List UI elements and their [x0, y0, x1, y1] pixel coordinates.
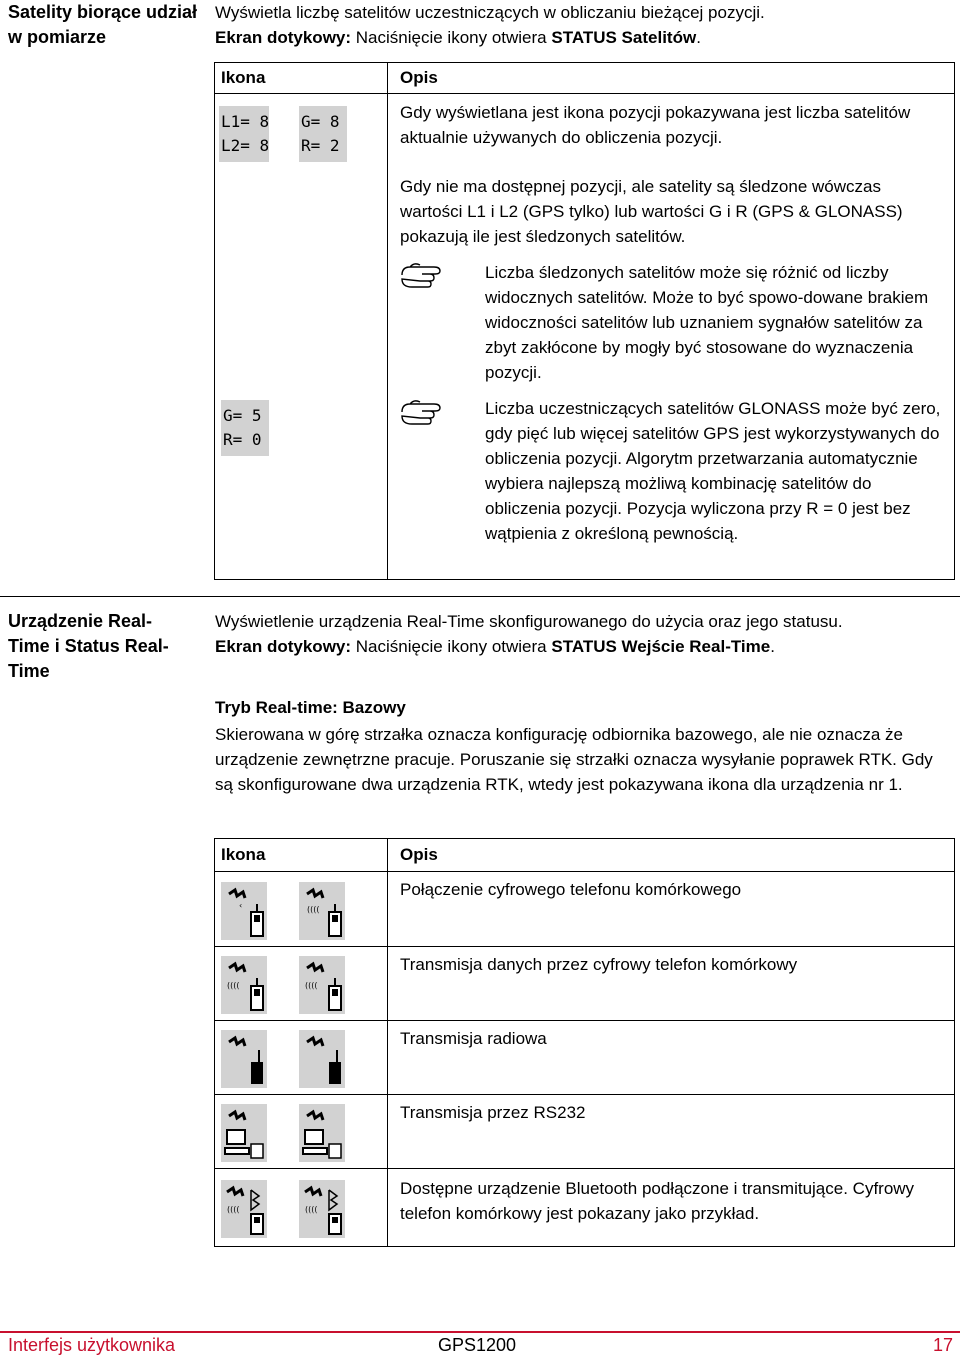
footer-product-name: GPS1200	[438, 1335, 517, 1355]
row-desc: Transmisja radiowa	[400, 1029, 547, 1048]
rs232-computer-icon	[221, 1104, 267, 1162]
satellite-count-l1-l2-icon: L1= 8 L2= 8	[219, 106, 269, 162]
desc-tracked-satellites: Gdy nie ma dostępnej pozycji, ale satelity są śledzone wówczas wartości L1 i L2 (GPS tylko) lub wartości G i R (GPS & GLONASS) pokazują ile jest śledzonych satelitów.	[400, 177, 903, 246]
satellite-count-g-r-icon: G= 8 R= 2	[299, 106, 347, 162]
note-glonass-zero: Liczba uczestniczących satelitów GLONASS może być zero, gdy pięć lub więcej satelitów GPS jest wykorzystywanych do obliczenia pozycji. Algorytm przetwarzania automatycznie wybiera najlepszą możliwą kombinację satelitów do obliczenia pozycji. Pozycja wyliczona przy R = 0 jest bez wątpienia z określoną pewnością.	[485, 399, 941, 543]
radio-transmission-icon	[299, 1030, 345, 1088]
bluetooth-phone-icon	[299, 1180, 345, 1238]
realtime-intro	[215, 609, 957, 659]
row-desc: Transmisja przez RS232	[400, 1103, 586, 1122]
touch-text: Naciśnięcie ikony otwiera	[351, 28, 552, 47]
touch-target: STATUS Satelitów	[551, 28, 697, 47]
touch-text: Naciśnięcie ikony otwiera	[351, 637, 552, 656]
table2-top-border	[214, 838, 955, 839]
svg-text:((((: ((((	[305, 981, 318, 990]
realtime-intro-text: Wyświetlenie urządzenia Real-Time skonfigurowanego do użycia oraz jego statusu.	[215, 612, 843, 631]
phone-data-transfer-icon	[221, 956, 267, 1014]
section-heading-realtime: Urządzenie Real-Time i Status Real-Time	[8, 611, 169, 681]
table2-left-border	[214, 838, 215, 1246]
bluetooth-phone-icon	[221, 1180, 267, 1238]
phone-data-transfer-icon	[299, 956, 345, 1014]
table2-row-border	[214, 1094, 955, 1095]
table1-mid-border	[387, 62, 388, 579]
note-tracked-vs-visible: Liczba śledzonych satelitów może się różnić od liczby widocznych satelitów. Może to być spowo-dowane brakiem widoczności satelitów lub uznaniem sygnałów satelitów za zbyt zakłócone by mogły być stosowane do wyznaczenia pozycji.	[485, 263, 929, 382]
table1-header-border	[214, 93, 955, 94]
table2-right-border	[954, 838, 955, 1246]
row-desc: Połączenie cyfrowego telefonu komórkowego	[400, 880, 742, 899]
svg-text:((((: ((((	[227, 981, 240, 990]
desc-position-icon: Gdy wyświetlana jest ikona pozycji pokazywana jest liczba satelitów aktualnie używanych do obliczenia pozycji.	[400, 103, 911, 147]
table2-col-desc: Opis	[400, 845, 438, 864]
table2-bottom-border	[214, 1246, 955, 1247]
realtime-touch-line	[215, 634, 957, 659]
radio-transmission-icon	[221, 1030, 267, 1088]
svg-text:‹: ‹	[239, 901, 243, 910]
section-divider	[0, 596, 960, 597]
table1-col-desc: Opis	[400, 68, 438, 87]
satellites-intro-text: Wyświetla liczbę satelitów uczestniczących w obliczaniu bieżącej pozycji.	[215, 3, 765, 22]
table1-left-border	[214, 62, 215, 579]
svg-text:((((: ((((	[307, 905, 320, 914]
row-desc: Dostępne urządzenie Bluetooth podłączone i transmitujące. Cyfrowy telefon komórkowy jest pokazany jako przykład.	[400, 1179, 915, 1223]
satellite-count-g-r-zero-icon: G= 5 R= 0	[221, 400, 269, 456]
rs232-computer-icon	[299, 1104, 345, 1162]
touch-end: .	[770, 637, 775, 656]
touch-end: .	[696, 28, 701, 47]
svg-text:((((: ((((	[227, 1205, 240, 1214]
table2-row-border	[214, 1168, 955, 1169]
satellites-touch-line	[215, 25, 955, 50]
footer-section-title: Interfejs użytkownika	[8, 1335, 176, 1355]
table2-col-icon: Ikona	[221, 845, 266, 864]
touch-target: STATUS Wejście Real-Time	[551, 637, 771, 656]
svg-text:((((: ((((	[305, 1205, 318, 1214]
realtime-mode-text: Skierowana w górę strzałka oznacza konfigurację odbiornika bazowego, ale nie oznacza że urządzenie zewnętrzne pracuje. Poruszanie się strzałki oznacza wysyłanie poprawek RTK. Gdy są skonfigurowane dwa urządzenia RTK, wtedy jest pokazywana ikona dla urządzenia nr 1.	[215, 725, 933, 794]
table2-mid-border	[387, 838, 388, 1246]
section-heading-satellites: Satelity biorące udział w pomiarze	[8, 2, 198, 47]
row-desc: Transmisja danych przez cyfrowy telefon komórkowy	[400, 955, 798, 974]
page-number: 17	[932, 1335, 953, 1355]
phone-connection-icon	[221, 882, 267, 940]
realtime-mode-title: Tryb Real-time: Bazowy	[215, 698, 406, 717]
table1-top-border	[214, 62, 955, 63]
table1-bottom-border	[214, 579, 955, 580]
table2-row-border	[214, 1020, 955, 1021]
touch-label: Ekran dotykowy:	[215, 637, 352, 656]
pointing-hand-icon	[400, 259, 452, 289]
satellites-intro	[215, 0, 955, 50]
pointing-hand-icon	[400, 396, 452, 426]
touch-label: Ekran dotykowy:	[215, 28, 352, 47]
table1-right-border	[954, 62, 955, 579]
table2-row-border	[214, 946, 955, 947]
phone-connection-icon	[299, 882, 345, 940]
table2-header-border	[214, 871, 955, 872]
table1-col-icon: Ikona	[221, 68, 266, 87]
